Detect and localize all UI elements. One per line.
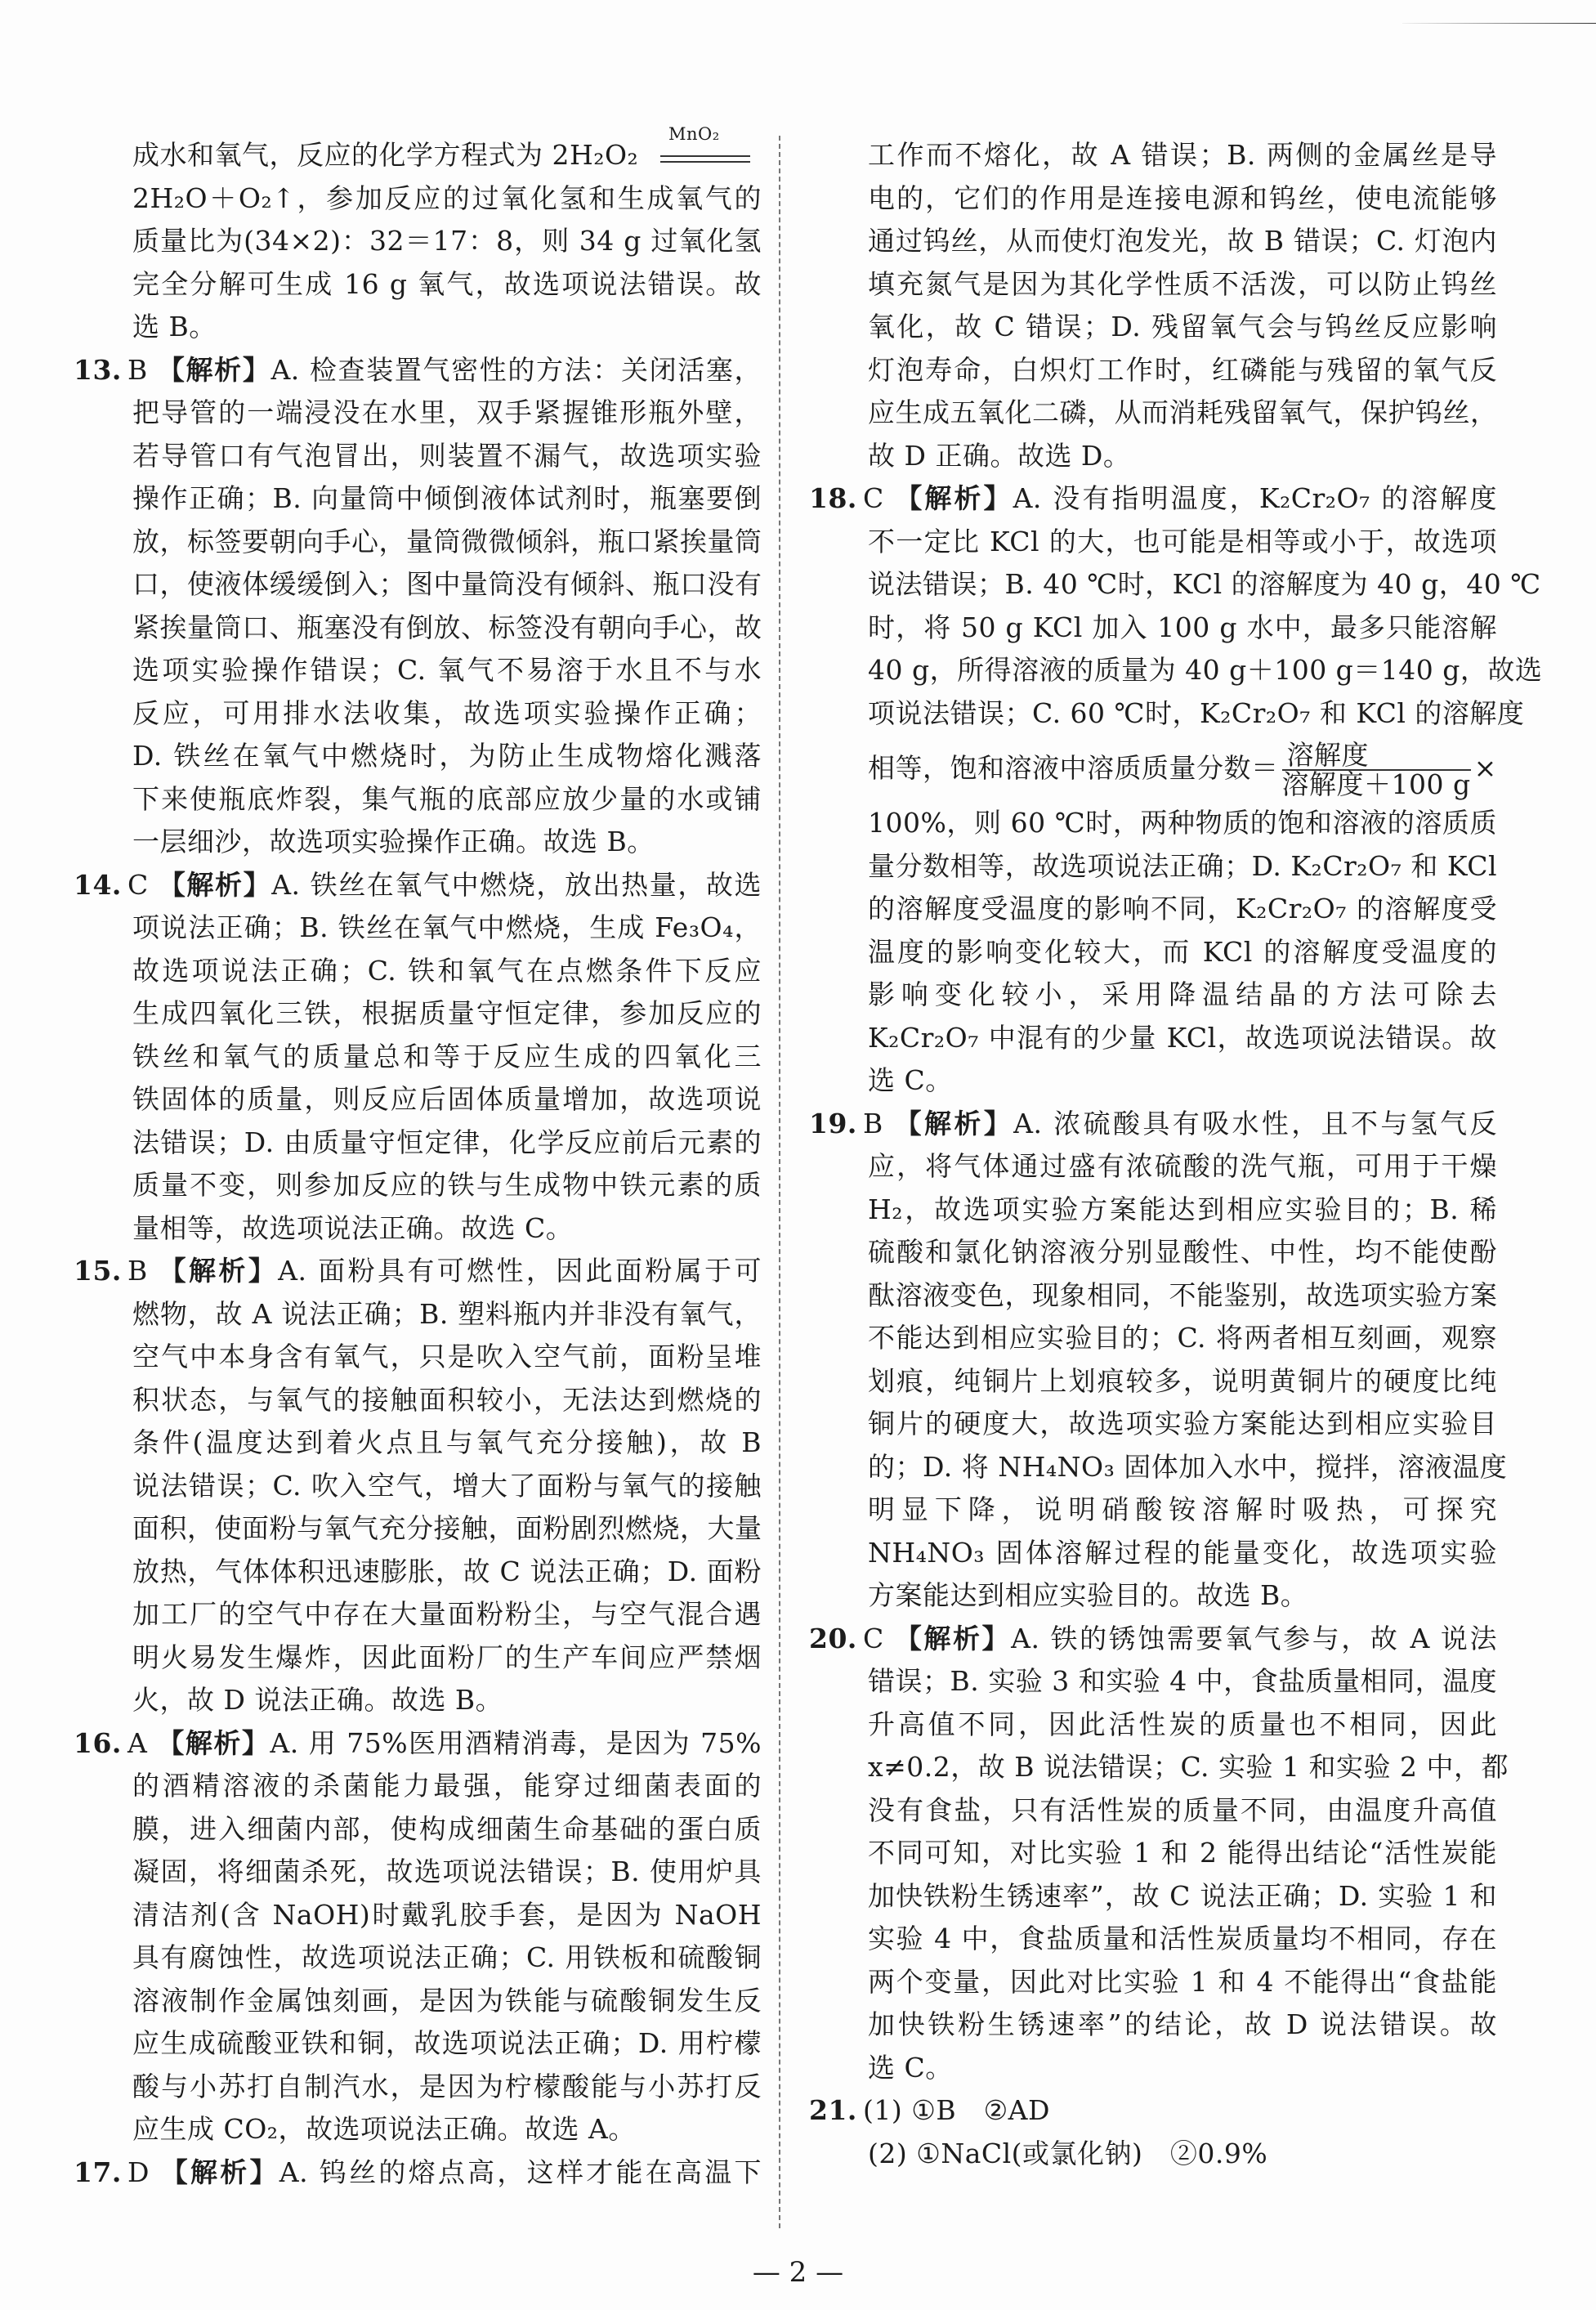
analysis-tag: 【解析】 [158, 868, 272, 901]
text-line: 膜，进入细菌内部，使构成细菌生命基础的蛋白质 [132, 1812, 762, 1845]
analysis-tag: 【解析】 [157, 353, 271, 386]
text-line: 量分数相等，故选项说法正确；D. K₂Cr₂O₇ 和 KCl [868, 849, 1497, 882]
text-line: 把导管的一端浸没在水里，双手紧握锥形瓶外壁， [132, 396, 762, 428]
question-number: 15. [74, 1255, 122, 1287]
text-line: 氧化，故 C 错误；D. 残留氧气会与钨丝反应影响 [868, 311, 1497, 342]
text-line: 质量不变，则参加反应的铁与生成物中铁元素的质 [132, 1169, 762, 1201]
text-line-content: A. 用 75%医用酒精消毒，是因为 75% [270, 1726, 762, 1759]
text-line: 生成四氧化三铁，根据质量守恒定律，参加反应的 [132, 997, 762, 1029]
text-line: 电的，它们的作用是连接电源和钨丝，使电流能够 [868, 181, 1497, 214]
text-line: 工作而不熔化，故 A 错误；B. 两侧的金属丝是导 [868, 139, 1497, 171]
text-line: 反应，可用排水法收集，故选项实验操作正确； [132, 696, 762, 729]
text-line: 燃物，故 A 说法正确；B. 塑料瓶内并非没有氧气， [132, 1297, 762, 1330]
text-line: K₂Cr₂O₇ 中混有的少量 KCl，故选项说法错误。故 [868, 1021, 1497, 1054]
question-number: 20. [809, 1622, 857, 1654]
text-line: 加快铁粉生锈速率”的结论，故 D 说法错误。故 [868, 2008, 1497, 2040]
text-line: 质量比为(34×2)：32＝17：8，则 34 g 过氧化氢 [132, 225, 762, 257]
question-16 [74, 1722, 762, 2151]
text-line: 加工厂的空气中存在大量面粉粉尘，与空气混合遇 [132, 1598, 762, 1630]
text-line: 法错误；D. 由质量守恒定律，化学反应前后元素的 [132, 1126, 762, 1158]
question-first-line [74, 2151, 762, 2195]
text-line: 口，使液体缓缓倒入；图中量筒没有倾斜、瓶口没有 [132, 568, 762, 600]
question-number: 18. [809, 482, 857, 514]
text-line: 不同可知，对比实验 1 和 2 能得出结论“活性炭能 [868, 1837, 1497, 1869]
text-line-content: A. 钨丝的熔点高，这样才能在高温下 [279, 2156, 762, 2188]
answer-letter: B [863, 1107, 883, 1139]
text-line: 不能达到相应实验目的；C. 将两者相互刻画，观察 [868, 1322, 1497, 1354]
text-line: 温度的影响变化较大，而 KCl 的溶解度受温度的 [868, 935, 1497, 968]
text-line: 选 C。 [868, 1064, 953, 1096]
text-line: 通过钨丝，从而使灯泡发光，故 B 错误；C. 灯泡内 [868, 225, 1497, 257]
text-line: 项说法正确；B. 铁丝在氧气中燃烧，生成 Fe₃O₄， [132, 911, 762, 943]
text-line: 酞溶液变色，现象相同，不能鉴别，故选项实验方案 [868, 1278, 1498, 1311]
question-first-line [809, 1618, 1497, 1661]
equation-double-bar [660, 155, 750, 163]
text-line: 清洁剂(含 NaOH)时戴乳胶手套，是因为 NaOH [132, 1898, 762, 1931]
question-number: 19. [809, 1107, 857, 1139]
text-line-content: A. 检查装置气密性的方法：关闭活塞， [270, 353, 762, 386]
text-line-content: A. 铁的锈蚀需要氧气参与，故 A 说法 [1011, 1622, 1498, 1654]
mass-fraction-formula [1282, 741, 1471, 799]
text-line: 100%，则 60 ℃时，两种物质的饱和溶液的溶质质 [868, 807, 1497, 839]
text-line: 量相等，故选项说法正确。故选 C。 [132, 1211, 574, 1244]
question-number: 17. [74, 2156, 122, 2188]
question-first-line [74, 349, 762, 392]
answer-letter: C [863, 1622, 884, 1654]
text-line: 实验 4 中，食盐质量和活性炭质量均不相同，存在 [868, 1923, 1497, 1954]
analysis-tag: 【解析】 [159, 1255, 279, 1287]
fraction-denominator: 溶解度＋100 g [1281, 768, 1471, 800]
question-13 [74, 349, 762, 864]
text-line: 完全分解可生成 16 g 氧气，故选项说法错误。故 [132, 267, 762, 300]
text-line: 影响变化较小，采用降温结晶的方法可除去 [868, 978, 1497, 1010]
left-column [74, 124, 762, 2194]
text-line: 划痕，纯铜片上划痕较多，说明黄铜片的硬度比纯 [868, 1364, 1497, 1397]
question-14 [74, 864, 762, 1251]
text-line: 选项实验操作错误；C. 氧气不易溶于水且不与水 [132, 654, 762, 686]
answer-letter: A [127, 1726, 148, 1759]
text-line: 条件(温度达到着火点且与氧气充分接触)，故 B [132, 1426, 762, 1458]
text-line: 明显下降，说明硝酸铵溶解时吸热，可探究 [868, 1493, 1497, 1525]
question-17 [74, 2151, 762, 2195]
formula-suffix: × [1473, 752, 1497, 784]
q17-continued [809, 134, 1497, 477]
text-line: (2) ①NaCl(或氯化钠) ②0.9% [868, 2137, 1268, 2169]
text-line: NH₄NO₃ 固体溶解过程的能量变化，故选项实验 [868, 1536, 1497, 1569]
question-21 [809, 2089, 1497, 2175]
question-18 [809, 477, 1543, 1103]
text-line: 面积，使面粉与氧气充分接触，面粉剧烈燃烧，大量 [132, 1512, 762, 1544]
right-column [809, 134, 1543, 2175]
analysis-tag: 【解析】 [157, 1726, 270, 1759]
text-line: 没有食盐，只有活性炭的质量不同，由温度升高值 [868, 1793, 1497, 1826]
text-line: 火，故 D 说法正确。故选 B。 [132, 1684, 503, 1716]
text-line: 时，将 50 g KCl 加入 100 g 水中，最多只能溶解 [868, 611, 1497, 643]
text-line: 应，将气体通过盛有浓硫酸的洗气瓶，可用于干燥 [868, 1150, 1497, 1182]
text-line-content: (1) ①B ②AD [863, 2094, 1050, 2126]
question-first-line [74, 864, 762, 907]
text-line-content: A. 铁丝在氧气中燃烧，放出热量，故选 [271, 868, 762, 901]
text-line: 铁固体的质量，则反应后固体质量增加，故选项说 [132, 1083, 762, 1115]
text-line: 2H₂O＋O₂↑，参加反应的过氧化氢和生成氧气的 [132, 181, 762, 214]
text-line: 积状态，与氧气的接触面积较小，无法达到燃烧的 [132, 1383, 762, 1416]
q12-continued [74, 124, 762, 349]
analysis-tag: 【解析】 [894, 1622, 1012, 1654]
text-line: D. 铁丝在氧气中燃烧时，为防止生成物熔化溅落 [132, 740, 762, 772]
answer-letter: D [127, 2156, 150, 2188]
text-line: 明火易发生爆炸，因此面粉厂的生产车间应严禁烟 [132, 1641, 762, 1673]
answer-letter: C [863, 482, 884, 514]
text-line-content: 成水和氧气，反应的化学方程式为 2H₂O₂ [132, 139, 639, 171]
text-line: 说法错误；B. 40 ℃时，KCl 的溶解度为 40 g，40 ℃ [868, 568, 1541, 600]
text-line: 的酒精溶液的杀菌能力最强，能穿过细菌表面的 [132, 1770, 762, 1802]
page-number: — 2 — [752, 2256, 844, 2289]
formula-line [809, 735, 1497, 802]
text-line: x≠0.2，故 B 说法错误；C. 实验 1 和实验 2 中，都 [868, 1751, 1509, 1783]
text-line: 应生成五氧化二磷，从而消耗残留氧气，保护钨丝， [868, 396, 1498, 428]
question-number: 14. [74, 868, 122, 901]
text-line: 空气中本身含有氧气，只是吹入空气前，面粉呈堆 [132, 1341, 762, 1372]
text-line: 溶液制作金属蚀刻画，是因为铁能与硫酸铜发生反 [132, 1984, 762, 2017]
question-number: 21. [809, 2094, 857, 2126]
text-line: 的溶解度受温度的影响不同，K₂Cr₂O₇ 的溶解度受 [868, 893, 1497, 924]
text-line: 硫酸和氯化钠溶液分别显酸性、中性，均不能使酚 [868, 1236, 1497, 1268]
text-line: 紧挨量筒口、瓶塞没有倒放、标签没有朝向手心，故 [132, 611, 762, 643]
answer-letter: C [127, 868, 149, 901]
text-line: 铜片的硬度大，故选项实验方案能达到相应实验目 [868, 1408, 1497, 1439]
question-first-line [809, 2089, 1497, 2133]
text-line: 选 B。 [132, 311, 217, 342]
text-line: 不一定比 KCl 的大，也可能是相等或小于，故选项 [868, 525, 1497, 557]
text-line: 升高值不同，因此活性炭的质量也不相同，因此 [868, 1708, 1497, 1740]
text-line: 下来使瓶底炸裂，集气瓶的底部应放少量的水或铺 [132, 782, 762, 815]
text-line: 灯泡寿命，白炽灯工作时，红磷能与残留的氧气反 [868, 353, 1497, 386]
text-line-content: A. 浓硫酸具有吸水性，且不与氢气反 [1013, 1107, 1498, 1139]
question-15 [74, 1250, 762, 1722]
text-line-content: A. 面粉具有可燃性，因此面粉属于可 [278, 1255, 762, 1287]
text-line: H₂，故选项实验方案能达到相应实验目的；B. 稀 [868, 1193, 1497, 1225]
question-19 [809, 1103, 1508, 1618]
text-line: 凝固，将细菌杀死，故选项说法错误；B. 使用炉具 [132, 1856, 762, 1887]
answer-letter: B [127, 353, 148, 386]
analysis-tag: 【解析】 [895, 482, 1013, 514]
text-line: 说法错误；C. 吹入空气，增大了面粉与氧气的接触 [132, 1469, 762, 1502]
text-line: 放热，气体体积迅速膨胀，故 C 说法正确；D. 面粉 [132, 1555, 762, 1587]
text-line [74, 124, 762, 177]
text-line: 40 g，所得溶液的质量为 40 g＋100 g＝140 g，故选 [868, 654, 1543, 686]
text-line: 填充氮气是因为其化学性质不活泼，可以防止钨丝 [868, 267, 1497, 300]
text-line: 操作正确；B. 向量筒中倾倒液体试剂时，瓶塞要倒 [132, 482, 762, 514]
text-line: 酸与小苏打自制汽水，是因为柠檬酸能与小苏打反 [132, 2070, 762, 2102]
question-first-line [809, 1103, 1497, 1146]
text-line: 项说法错误；C. 60 ℃时，K₂Cr₂O₇ 和 KCl 的溶解度 [868, 696, 1525, 729]
formula-prefix: 相等，饱和溶液中溶质质量分数＝ [868, 752, 1279, 784]
analysis-tag: 【解析】 [894, 1107, 1014, 1139]
question-number: 13. [74, 353, 122, 386]
text-line: 两个变量，因此对比实验 1 和 4 不能得出“食盐能 [868, 1965, 1497, 1998]
text-line: 故 D 正确。故选 D。 [868, 439, 1131, 472]
text-line: 的；D. 将 NH₄NO₃ 固体加入水中，搅拌，溶液温度 [868, 1450, 1508, 1483]
text-line: 方案能达到相应实验目的。故选 B。 [868, 1579, 1308, 1611]
column-divider [779, 136, 780, 2228]
text-line: 应生成硫酸亚铁和铜，故选项说法正确；D. 用柠檬 [132, 2027, 762, 2059]
answer-letter: B [127, 1255, 148, 1287]
analysis-tag: 【解析】 [160, 2156, 279, 2188]
question-first-line [74, 1250, 762, 1293]
text-line: 若导管口有气泡冒出，则装置不漏气，故选项实验 [132, 439, 762, 472]
text-line: 故选项说法正确；C. 铁和氧气在点燃条件下反应 [132, 954, 762, 987]
question-first-line [74, 1722, 762, 1766]
fraction-numerator: 溶解度 [1282, 741, 1471, 771]
text-line: 一层细沙，故选项实验操作正确。故选 B。 [132, 826, 655, 857]
question-first-line [809, 477, 1497, 521]
text-line: 具有腐蚀性，故选项说法正确；C. 用铁板和硫酸铜 [132, 1941, 762, 1973]
top-rule [1402, 23, 1596, 24]
text-line: 加快铁粉生锈速率”，故 C 说法正确；D. 实验 1 和 [868, 1879, 1497, 1912]
text-line: 应生成 CO₂，故选项说法正确。故选 A。 [132, 2113, 636, 2145]
text-line: 选 C。 [868, 2051, 953, 2084]
question-number: 16. [74, 1726, 122, 1759]
text-line-content: A. 没有指明温度，K₂Cr₂O₇ 的溶解度 [1013, 482, 1497, 514]
text-line: 铁丝和氧气的质量总和等于反应生成的四氧化三 [132, 1040, 762, 1072]
catalyst-label: MnO₂ [668, 124, 720, 144]
text-line: 放，标签要朝向手心，量筒微微倾斜，瓶口紧挨量筒 [132, 525, 762, 557]
question-20 [809, 1618, 1509, 2090]
text-line: 错误；B. 实验 3 和实验 4 中，食盐质量相同，温度 [868, 1665, 1498, 1697]
